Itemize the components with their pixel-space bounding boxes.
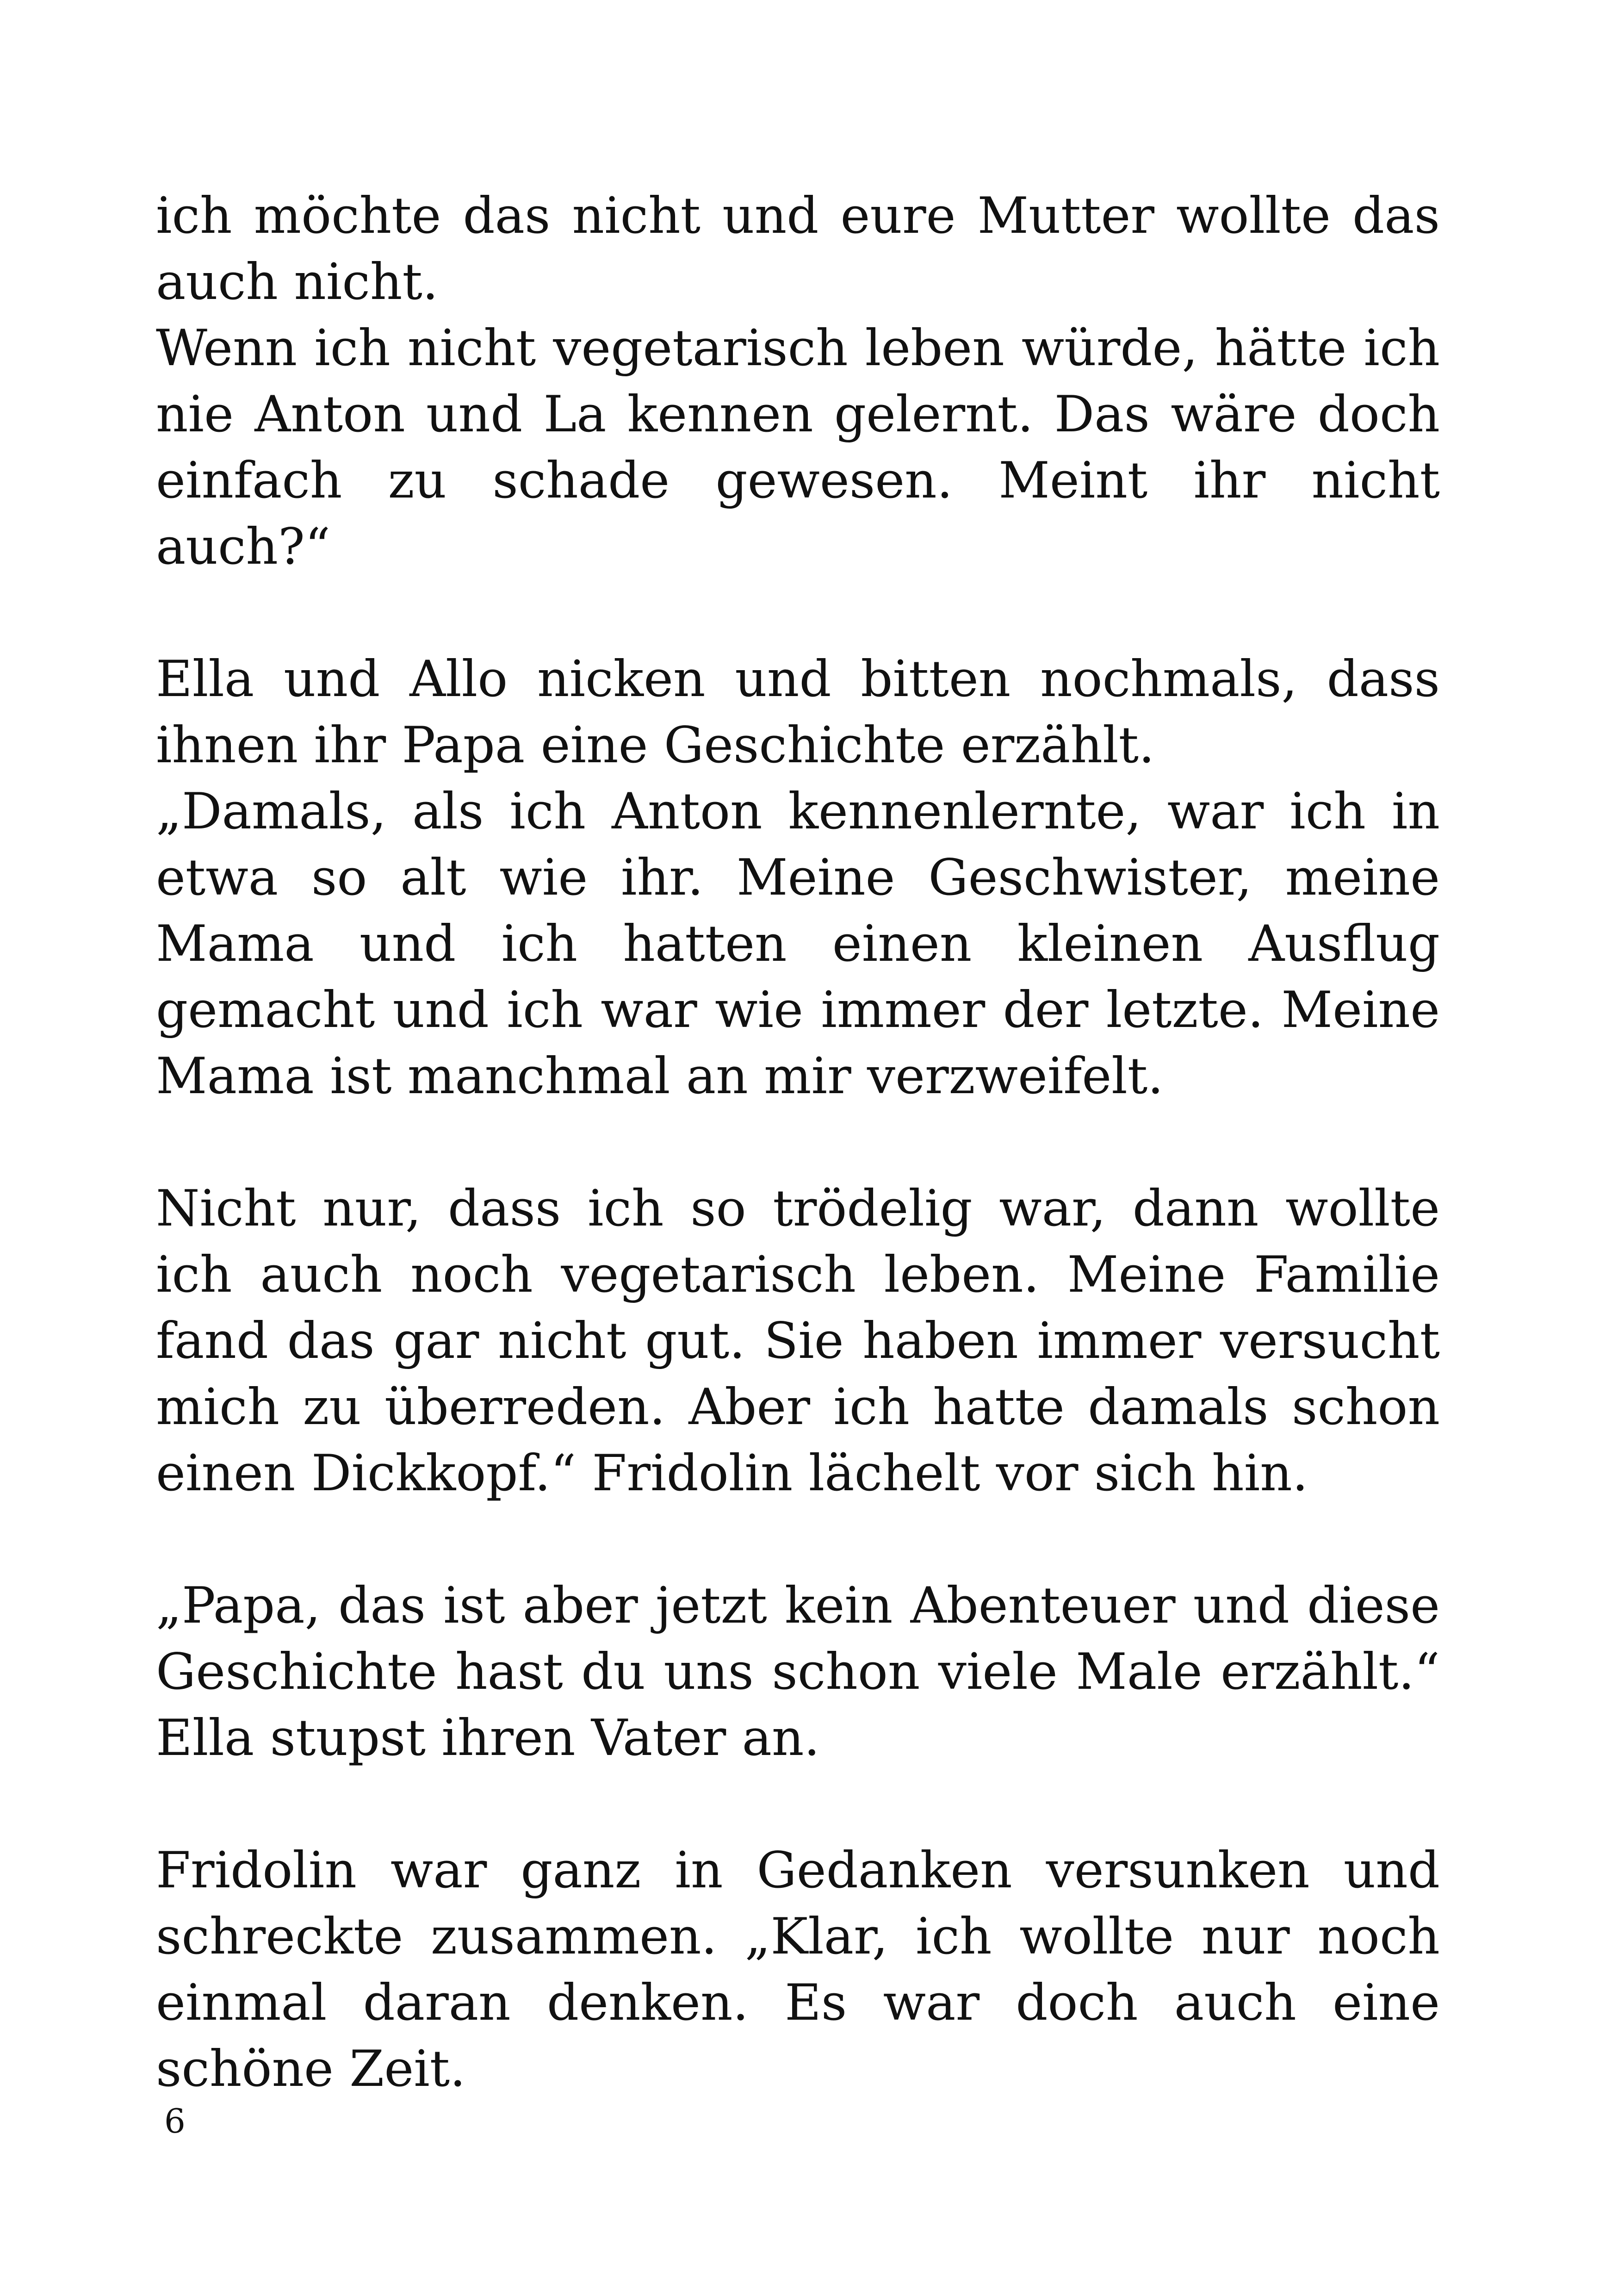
paragraph-2: Wenn ich nicht vegetarisch leben würde, hätte ich nie Anton und La kennen gelernt. Das wäre doch einfach zu schade gewesen. Meint ihr nicht auch?“ (156, 319, 1440, 576)
paragraph-5: Nicht nur, dass ich so trödelig war, dann wollte ich auch noch vegetarisch leben. Meine Familie fand das gar nicht gut. Sie haben immer versucht mich zu überreden. Aber ich hatte damals schon einen Dickkopf.“ Fridolin lächelt vor sich hin. (156, 1180, 1440, 1502)
paragraph-1: ich möchte das nicht und eure Mutter wollte das auch nicht. (156, 187, 1440, 311)
paragraph-4: „Damals, als ich Anton kennenlernte, war ich in etwa so alt wie ihr. Meine Geschwister, meine Mama und ich hatten einen kleinen Ausflug gemacht und ich war wie immer der letzte. Meine Mama ist manchmal an mir verzweifelt. (156, 783, 1440, 1105)
paragraph-3: Ella und Allo nicken und bitten nochmals, dass ihnen ihr Papa eine Geschichte erzählt. (156, 650, 1440, 774)
paragraph-7: Fridolin war ganz in Gedanken versunken und schreckte zusammen. „Klar, ich wollte nur noch einmal daran denken. Es war doch auch eine schöne Zeit. (156, 1842, 1440, 2098)
paragraph-6: „Papa, das ist aber jetzt kein Abenteuer und diese Geschichte hast du uns schon viele Male erzählt.“ Ella stupst ihren Vater an. (156, 1577, 1440, 1767)
page-body (156, 183, 1440, 2102)
page-number: 6 (164, 2102, 186, 2140)
